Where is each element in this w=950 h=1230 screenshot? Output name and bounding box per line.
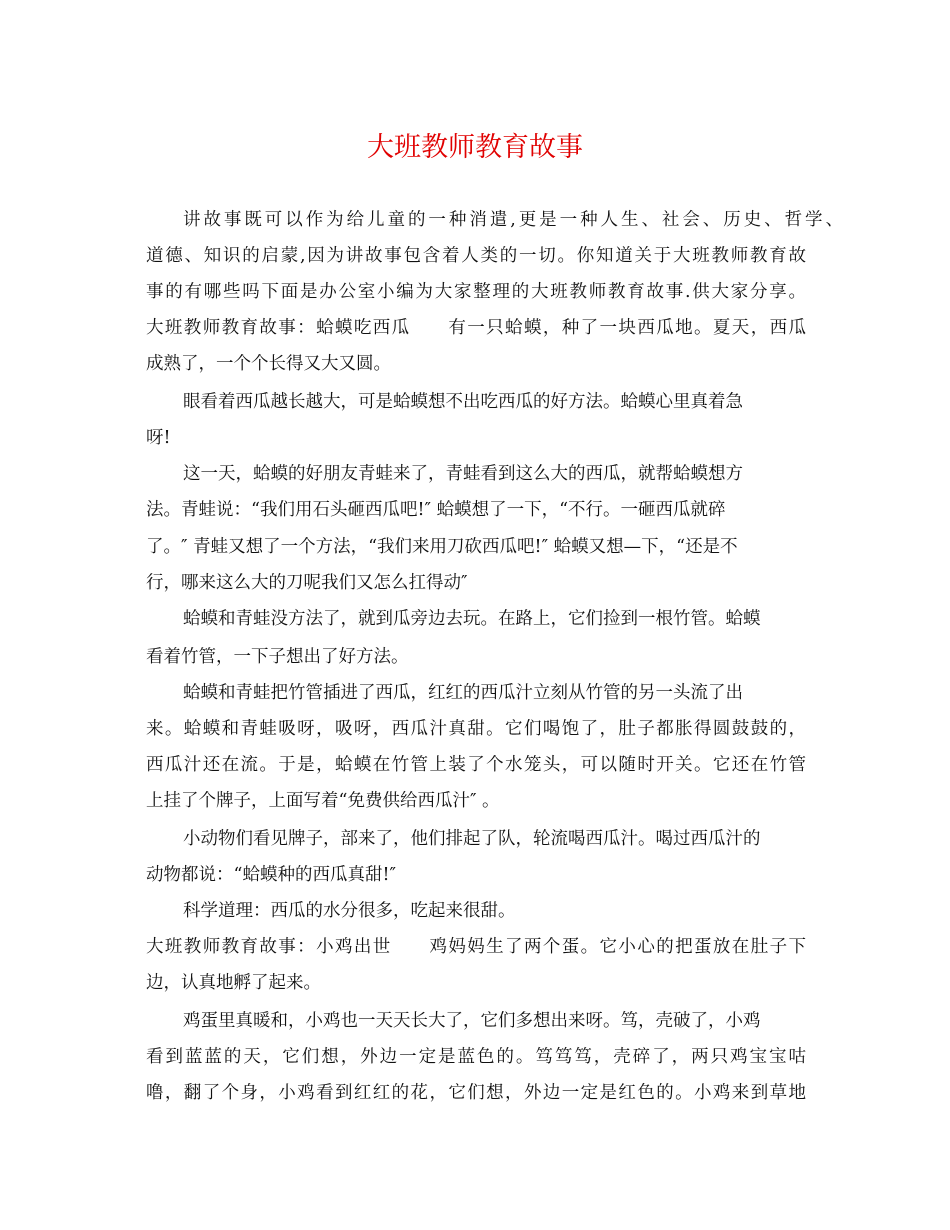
paragraph-line: 讲故事既可以作为给儿童的一种消遣,更是一种人生、社会、历史、哲学、 (183, 210, 843, 230)
paragraph-line: 小动物们看见牌子，部来了，他们排起了队，轮流喝西瓜汁。喝过西瓜汁的 (183, 829, 761, 849)
paragraph-line: 鸡蛋里真暖和，小鸡也一天天长大了，它们多想出来呀。笃，壳破了，小鸡 (183, 1011, 761, 1031)
paragraph-line: 看到蓝蓝的天，它们想，外边一定是蓝色的。笃笃笃，壳碎了，两只鸡宝宝咕 (146, 1047, 806, 1067)
paragraph-line: 法。青蛙说：“我们用石头砸西瓜吧!″ 蛤蟆想了一下，“不行。一砸西瓜就碎 (146, 500, 726, 520)
paragraph-line: 道德、知识的启蒙,因为讲故事包含着人类的一切。你知道关于大班教师教育故 (146, 246, 806, 266)
paragraph-line: 事的有哪些吗下面是办公室小编为大家整理的大班教师教育故事.供大家分享。 (146, 282, 806, 302)
paragraph-line: 上挂了个牌子，上面写着“免费供给西瓜汁″ 。 (146, 791, 500, 811)
paragraph-line: 眼看着西瓜越长越大，可是蛤蟆想不出吃西瓜的好方法。蛤蟆心里真着急 (183, 392, 743, 412)
paragraph-line: 行，哪来这么大的刀呢我们又怎么扛得动″ (146, 573, 468, 593)
paragraph-line: 这一天，蛤蟆的好朋友青蛙来了，青蛙看到这么大的西瓜，就帮蛤蟆想方 (183, 464, 743, 484)
paragraph-line: 噜，翻了个身，小鸡看到红红的花，它们想，外边一定是红色的。小鸡来到草地 (146, 1083, 806, 1103)
paragraph-line: 蛤蟆和青蛙把竹管插进了西瓜，红红的西瓜汁立刻从竹管的另一头流了出 (183, 683, 743, 703)
paragraph-line: 大班教师教育故事：蛤蟆吃西瓜 有一只蛤蟆，种了一块西瓜地。夏天，西瓜 (146, 318, 806, 338)
paragraph-line: 大班教师教育故事：小鸡出世 鸡妈妈生了两个蛋。它小心的把蛋放在肚子下 (146, 937, 806, 957)
paragraph-line: 科学道理：西瓜的水分很多，吃起来很甜。 (183, 901, 516, 921)
paragraph-line: 西瓜汁还在流。于是，蛤蟆在竹管上装了个水笼头，可以随时开关。它还在竹管 (146, 755, 806, 775)
paragraph-line: 呀! (146, 428, 171, 448)
document-title: 大班教师教育故事 (367, 132, 583, 163)
paragraph-line: 了。″ 青蛙又想了一个方法，“我们来用刀砍西瓜吧!″ 蛤蟆又想—下，“还是不 (146, 537, 738, 557)
paragraph-line: 蛤蟆和青蛙没方法了，就到瓜旁边去玩。在路上，它们捡到一根竹管。蛤蟆 (183, 609, 761, 629)
paragraph-line: 看着竹管，一下子想出了好方法。 (146, 647, 409, 667)
paragraph-line: 边，认真地孵了起来。 (146, 973, 321, 993)
paragraph-line: 成熟了，一个个长得又大又圆。 (146, 354, 391, 374)
paragraph-line: 动物都说：“蛤蟆种的西瓜真甜!″ (146, 865, 397, 885)
paragraph-line: 来。蛤蟆和青蛙吸呀，吸呀，西瓜汁真甜。它们喝饱了，肚子都胀得圆鼓鼓的， (146, 719, 806, 739)
